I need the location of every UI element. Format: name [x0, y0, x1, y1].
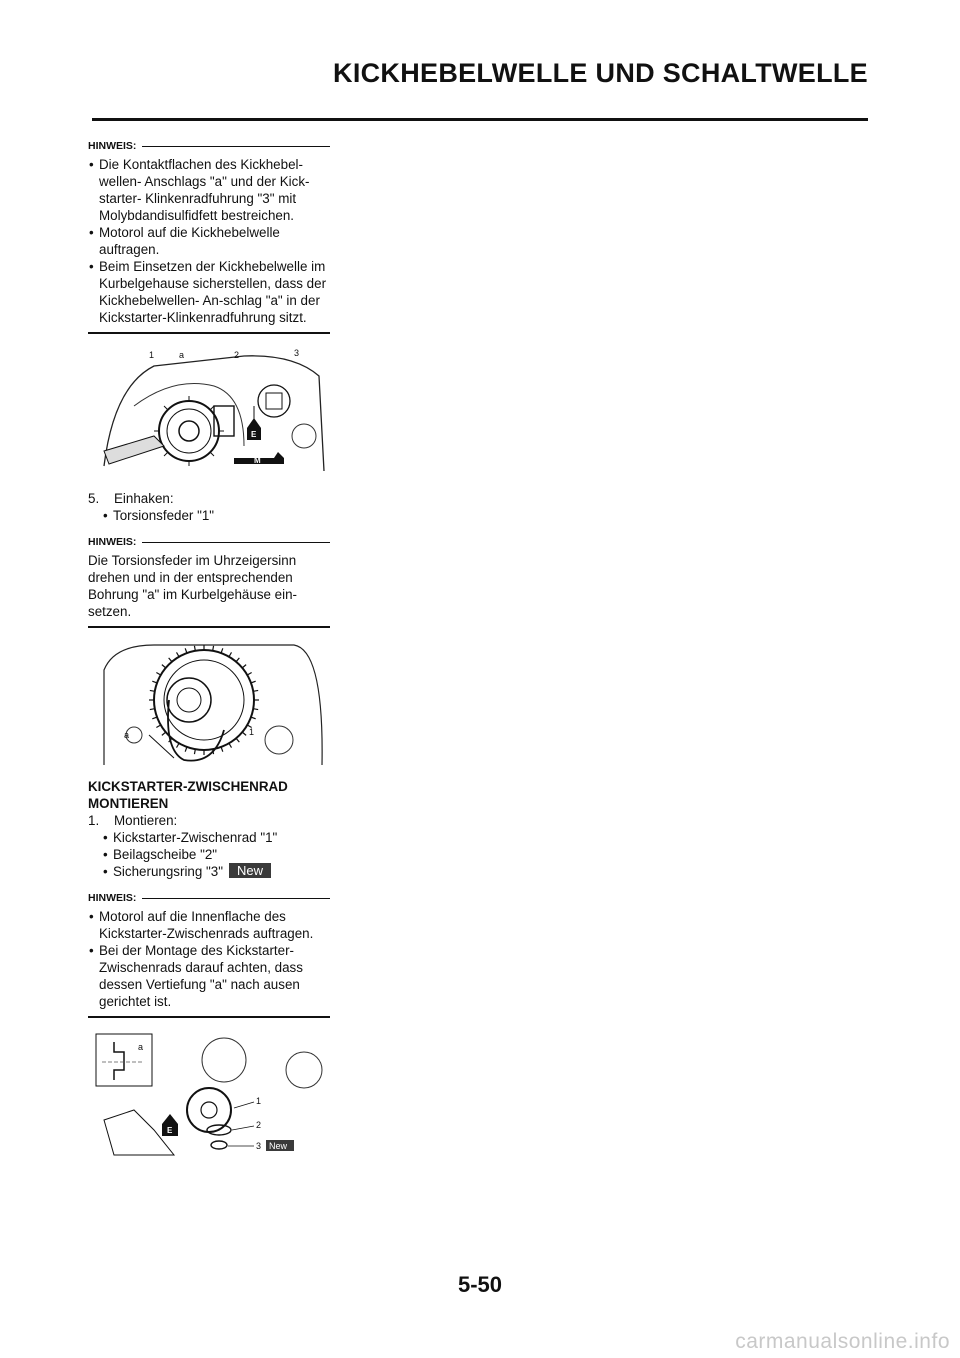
callout-label: a: [124, 730, 130, 740]
divider: [142, 542, 330, 543]
kickshaft-illustration: [94, 346, 330, 476]
lube-m-icon: M: [254, 456, 261, 465]
divider: [88, 332, 330, 334]
step-1: [88, 812, 330, 880]
step-list: [88, 829, 330, 880]
step-title: Einhaken:: [114, 491, 174, 506]
callout-label: 1: [249, 727, 255, 737]
content-column: [88, 138, 330, 1160]
note-label: HINWEIS:: [88, 892, 137, 904]
page-title: KICKHEBELWELLE UND SCHALTWELLE: [333, 58, 868, 88]
lube-e-icon: E: [251, 430, 257, 439]
gear-tooth: [253, 709, 258, 710]
gear-tooth: [213, 646, 214, 651]
gear-tooth: [150, 709, 155, 710]
note-list: [88, 156, 330, 326]
callout-label: 1: [149, 350, 155, 360]
step-number: 1.: [88, 813, 100, 828]
callout-label: a: [179, 350, 185, 360]
list-item: • Kickstarter-Zwischenrad "1": [102, 829, 330, 846]
lube-e-icon: E: [167, 1126, 173, 1135]
list-item: • Motorol auf die Innenflache des Kickstarter-Zwischenrads auftragen.: [88, 908, 330, 942]
gear-tooth: [150, 690, 155, 691]
gear-tooth: [253, 690, 258, 691]
note-header: [88, 534, 330, 551]
watermark: carmanualsonline.info: [735, 1330, 950, 1353]
divider: [88, 1016, 330, 1018]
step-5: [88, 490, 330, 524]
callout-label: 3: [294, 348, 300, 358]
list-item: • Die Kontaktflachen des Kickhebel-wellen- Anschlags "a" und der Kick-starter- Klinkenradfuhrung "3" mit Molybdandisulfidfett bestreichen.: [88, 156, 330, 224]
callout-label: 2: [234, 350, 240, 360]
divider: [142, 146, 330, 147]
idler-gear-illustration: [94, 1030, 330, 1160]
list-item: [102, 863, 330, 880]
gear-tooth: [194, 646, 195, 651]
callout-label: 2: [256, 1120, 262, 1130]
torsion-spring-illustration: [94, 640, 330, 768]
callout-label: a: [138, 1042, 144, 1052]
step-number: 5.: [88, 491, 100, 506]
note-label: HINWEIS:: [88, 536, 137, 548]
list-item-text: Sicherungsring "3": [113, 864, 223, 879]
page-number: 5-50: [457, 1272, 503, 1297]
note-label: HINWEIS:: [88, 140, 137, 152]
note-header: [88, 138, 330, 155]
divider: [142, 898, 330, 899]
list-item: • Motorol auf die Kickhebelwelle auftragen.: [88, 224, 330, 258]
callout-label: 1: [256, 1096, 262, 1106]
list-item: • Beilagscheibe "2": [102, 846, 330, 863]
note-text: Die Torsionsfeder im Uhrzeigersinn drehen und in der entsprechenden Bohrung "a" im Kurbelgehäuse ein-setzen.: [88, 553, 298, 619]
divider: [88, 626, 330, 628]
note-list: [88, 908, 330, 1010]
note-header: [88, 890, 330, 907]
step-list: [88, 507, 330, 524]
list-item: • Torsionsfeder "1": [102, 507, 330, 524]
new-badge: New: [269, 1141, 288, 1151]
step-title: Montieren:: [114, 813, 178, 828]
new-badge: New: [229, 863, 271, 878]
gear-tooth: [194, 749, 195, 754]
list-item: • Bei der Montage des Kickstarter-Zwischenrads darauf achten, dass dessen Vertiefung "a" nach ausen gerichtet ist.: [88, 942, 330, 1010]
section-title: KICKSTARTER-ZWISCHENRAD MONTIEREN: [88, 779, 288, 811]
callout-label: 3: [256, 1141, 262, 1151]
header-rule: [92, 118, 868, 121]
list-item: • Beim Einsetzen der Kickhebelwelle im Kurbelgehause sicherstellen, dass der Kickhebelwellen- An-schlag "a" in der Kickstarter-Klinkenradfuhrung sitzt.: [88, 258, 330, 326]
